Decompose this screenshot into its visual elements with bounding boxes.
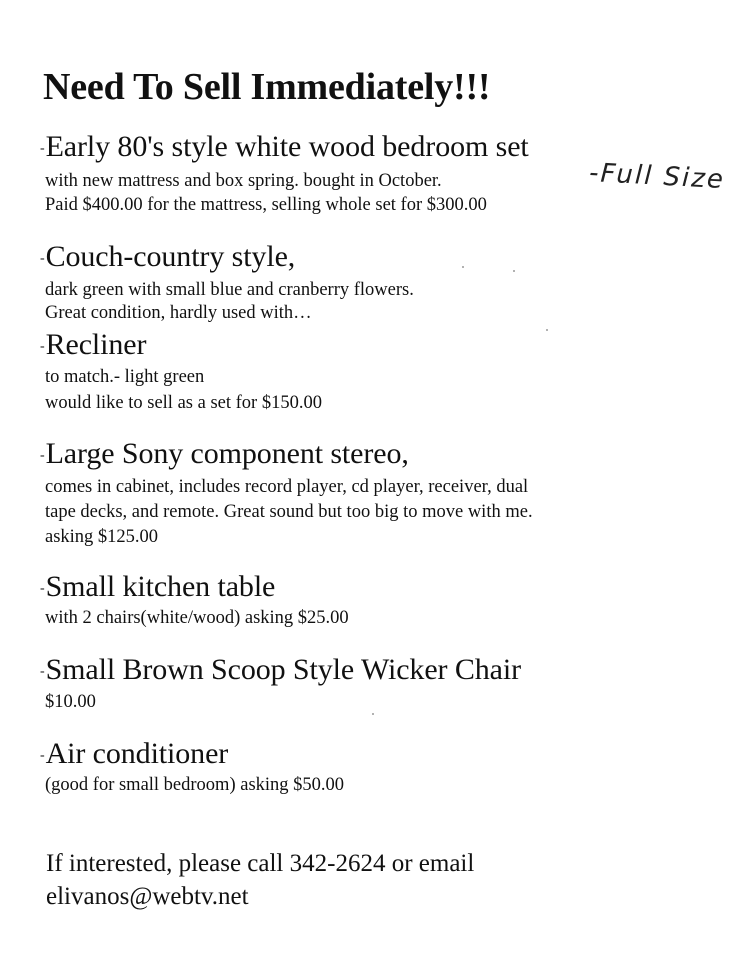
scan-speck [546,329,548,331]
item-detail-line: (good for small bedroom) asking $50.00 [45,775,345,795]
item-heading-stereo: -Large Sony component stereo, [40,437,409,470]
item-heading-couch: -Couch-country style, [40,240,296,273]
item-detail-line: to match.- light green [45,367,205,387]
item-heading-text: Small kitchen table [45,570,276,603]
item-detail-line: comes in cabinet, includes record player, cd player, receiver, dual [45,477,529,497]
flyer-title: Need To Sell Immediately!!! [43,66,491,108]
item-heading-text: Air conditioner [45,737,229,770]
item-detail-line: would like to sell as a set for $150.00 [45,393,322,413]
handwritten-annotation: -Full Size [588,158,726,196]
scan-speck [372,713,374,715]
item-heading-bedroom-set: -Early 80's style white wood bedroom set [40,130,529,163]
item-heading-kitchen-table: -Small kitchen table [40,570,276,603]
item-heading-text: Large Sony component stereo, [45,437,409,470]
item-heading-text: Recliner [45,328,147,361]
item-detail-line: Great condition, hardly used with… [45,303,312,323]
item-heading-wicker-chair: -Small Brown Scoop Style Wicker Chair [40,653,521,686]
item-detail-line: tape decks, and remote. Great sound but too big to move with me. [45,502,533,522]
item-heading-text: Couch-country style, [45,240,296,273]
item-heading-recliner: -Recliner [40,328,147,361]
item-heading-air-conditioner: -Air conditioner [40,737,229,770]
item-detail-line: with 2 chairs(white/wood) asking $25.00 [45,608,349,628]
contact-line-email: elivanos@webtv.net [46,883,249,910]
item-detail-line: asking $125.00 [45,527,159,547]
item-detail-line: dark green with small blue and cranberry flowers. [45,280,414,300]
item-heading-text: Early 80's style white wood bedroom set [45,130,529,163]
scan-speck [462,266,464,268]
scan-speck [513,270,515,272]
contact-line-phone: If interested, please call 342-2624 or email [46,850,475,877]
item-heading-text: Small Brown Scoop Style Wicker Chair [45,653,521,686]
item-detail-line: Paid $400.00 for the mattress, selling whole set for $300.00 [45,195,487,215]
item-detail-line: with new mattress and box spring. bought in October. [45,171,442,191]
item-detail-line: $10.00 [45,692,96,712]
